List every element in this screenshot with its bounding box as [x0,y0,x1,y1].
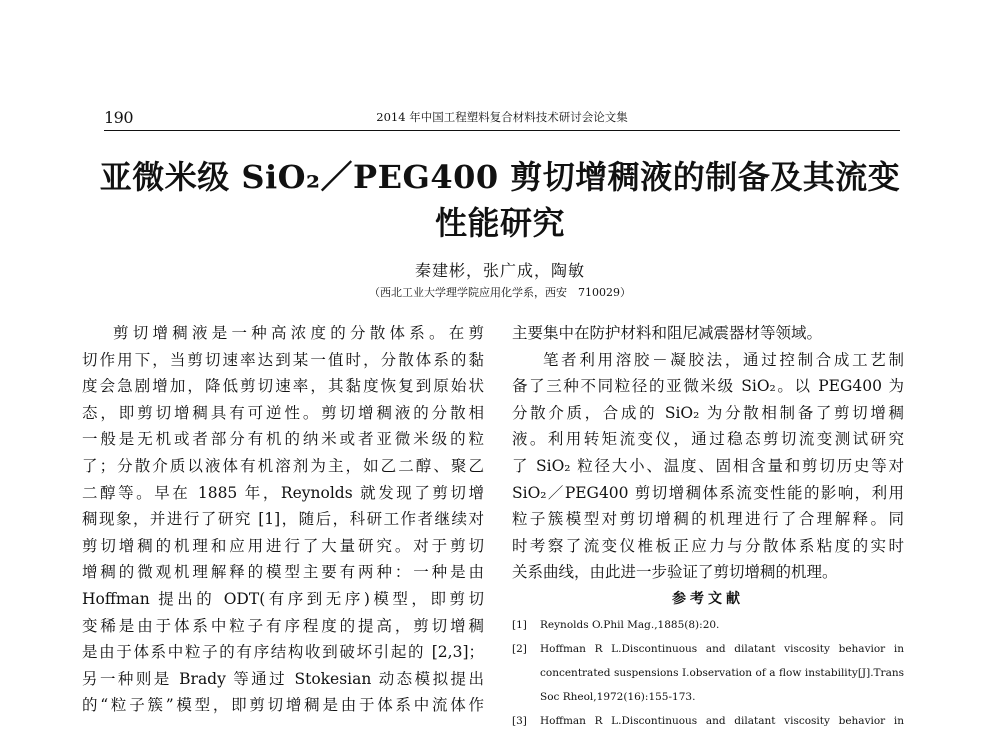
text-line: 剪切增稠的机理和应用进行了大量研究。对于剪切 [82,536,484,555]
text-line: 另一种则是 Brady 等通过 Stokesian 动态模拟提出 [82,669,484,688]
text-line: 是由于体系中粒子的有序结构收到破坏引起的 [2,3]； [82,643,484,662]
references-heading: 参考文献 [672,590,744,607]
text-line: 切作用下，当剪切速率达到某一值时，分散体系的黏 [82,350,484,369]
text-line: 态，即剪切增稠具有可逆性。剪切增稠液的分散相 [82,403,484,422]
text-line: 增稠的微观机理解释的模型主要有两种：一种是由 [82,563,484,582]
reference-item [512,613,904,637]
reference-line: concentrated suspensions I.observation of a flow instability[J].Trans [540,666,904,679]
reference-line: Soc Rheol,1972(16):155-173. [540,690,696,703]
authors: 秦建彬，张广成，陶敏 [414,261,585,280]
proceedings-title: 2014 年中国工程塑料复合材料技术研讨会论文集 [376,110,628,124]
reference-line: Reynolds O.Phil Mag.,1885(8):20. [540,618,720,631]
body-left-column [82,320,484,719]
reference-number: [2] [512,642,527,655]
text-line: 变稀是由于体系中粒子有序程度的提高，剪切增稠 [82,616,484,635]
text-line: 分散介质，合成的 SiO₂ 为分散相制备了剪切增稠 [512,403,904,422]
text-line: 笔者利用溶胶－凝胶法，通过控制合成工艺制 [543,350,904,369]
paper-title-line-2: 性能研究 [434,204,565,242]
text-line: 备了三种不同粒径的亚微米级 SiO₂。以 PEG400 为 [512,377,904,396]
text-line: 一般是无机或者部分有机的纳米或者亚微米级的粒 [82,430,484,449]
text-line: 了；分散介质以液体有机溶剂为主，如乙二醇、聚乙 [82,456,484,475]
reference-item [512,637,904,709]
text-line: 了 SiO₂ 粒径大小、温度、固相含量和剪切历史等对 [512,456,904,475]
body-right-column [512,320,904,733]
paper-title-line-1: 亚微米级 SiO₂／PEG400 剪切增稠液的制备及其流变 [99,158,901,196]
reference-number: [1] [512,618,527,631]
reference-item [512,709,904,733]
text-line: 关系曲线，由此进一步验证了剪切增稠的机理。 [512,563,838,582]
text-line: 主要集中在防护材料和阻尼减震器材等领域。 [512,324,823,342]
reference-line: Hoffman R L.Discontinuous and dilatant viscosity behavior in [540,714,904,727]
text-line: 稠现象，并进行了研究 [1]，随后，科研工作者继续对 [82,510,484,529]
running-header [104,108,900,131]
text-line: 二醇等。早在 1885 年，Reynolds 就发现了剪切增 [82,483,484,502]
text-line: 剪切增稠液是一种高浓度的分散体系。在剪 [113,324,484,342]
reference-number: [3] [512,714,527,727]
text-line: 液。利用转矩流变仪，通过稳态剪切流变测试研究 [512,430,904,449]
page-number: 190 [104,108,134,127]
text-line: 时考察了流变仪椎板正应力与分散体系粘度的实时 [512,536,904,555]
text-line: SiO₂／PEG400 剪切增稠体系流变性能的影响，利用 [512,483,904,502]
text-line: Hoffman 提出的 ODT(有序到无序)模型，即剪切 [82,589,484,608]
text-line: 度会急剧增加，降低剪切速率，其黏度恢复到原始状 [82,377,484,396]
reference-list [512,613,904,733]
text-line: 粒子簇模型对剪切增稠的机理进行了合理解释。同 [512,510,904,529]
text-line: 的“粒子簇”模型，即剪切增稠是由于体系中流体作 [82,696,484,715]
reference-line: Hoffman R L.Discontinuous and dilatant viscosity behavior in [540,642,904,655]
affiliation: （西北工业大学理学院应用化学系，西安 710029） [369,286,631,299]
